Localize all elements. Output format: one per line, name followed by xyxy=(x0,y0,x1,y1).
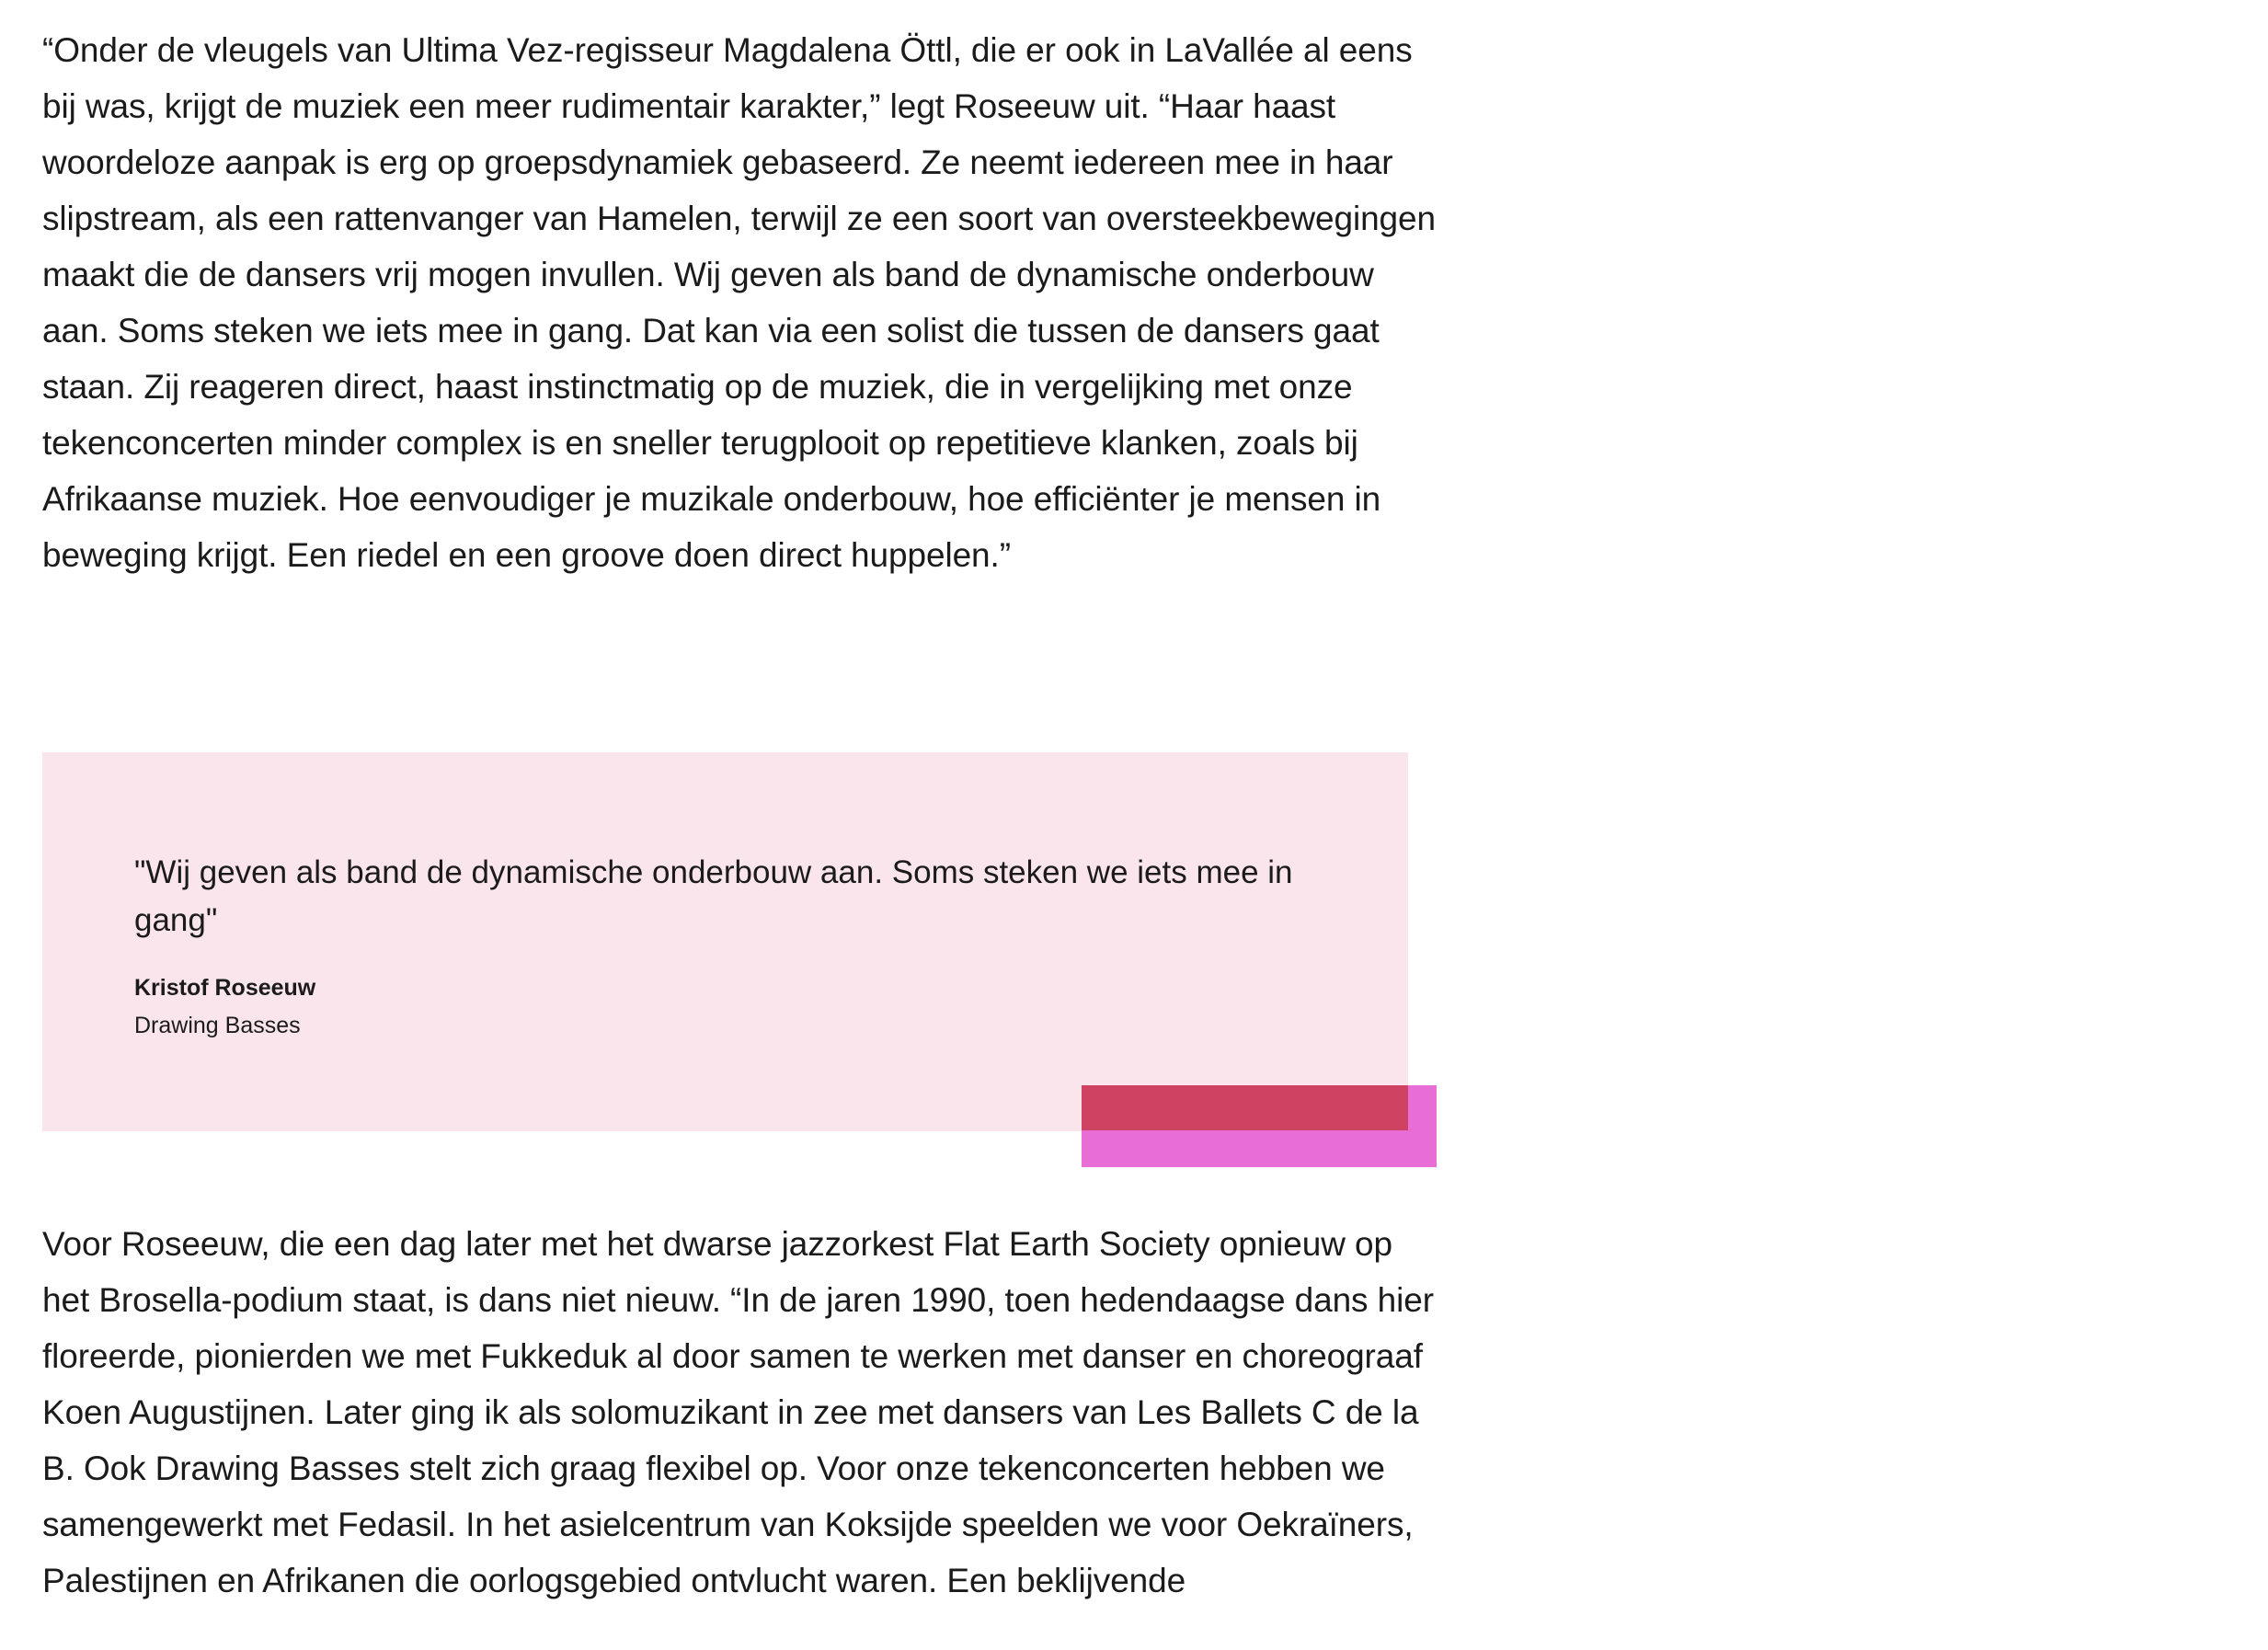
pullquote-role: Drawing Basses xyxy=(134,1013,301,1038)
pullquote-block xyxy=(42,752,1408,1131)
pullquote-text: "Wij geven als band de dynamische onderbouw aan. Soms steken we iets mee in gang" xyxy=(134,854,1293,938)
decoration-red-bar xyxy=(1082,1085,1408,1130)
pullquote-author: Kristof Roseeuw xyxy=(134,975,316,1001)
article-body-top xyxy=(42,22,1440,583)
article-body-bottom xyxy=(42,1216,1440,1609)
pullquote-decoration xyxy=(1082,1085,1437,1167)
pullquote-content xyxy=(134,849,1302,1041)
article-paragraph-2: Voor Roseeuw, die een dag later met het dwarse jazzorkest Flat Earth Society opnieuw op het Brosella-podium staat, is dans niet nieuw. “In de jaren 1990, toen hedendaagse dans hier floreerde, pionierden we met Fukkeduk al door samen te werken met danser en choreograaf Koen Augustijnen. Later ging ik als solomuzikant in zee met dansers van Les Ballets C de la B. Ook Drawing Basses stelt zich graag flexibel op. Voor onze tekenconcerten hebben we samengewerkt met Fedasil. In het asielcentrum van Koksijde speelden we voor Oekraïners, Palestijnen en Afrikanen die oorlogsgebied ontvlucht waren. Een beklijvende xyxy=(42,1225,1434,1599)
article-paragraph-1: “Onder de vleugels van Ultima Vez-regisseur Magdalena Öttl, die er ook in LaVallée al eens bij was, krijgt de muziek een meer rudimentair karakter,” legt Roseeuw uit. “Haar haast woordeloze aanpak is erg op groepsdynamiek gebaseerd. Ze neemt iedereen mee in haar slipstream, als een rattenvanger van Hamelen, terwijl ze een soort van oversteekbewegingen maakt die de dansers vrij mogen invullen. Wij geven als band de dynamische onderbouw aan. Soms steken we iets mee in gang. Dat kan via een solist die tussen de dansers gaat staan. Zij reageren direct, haast instinctmatig op de muziek, die in vergelijking met onze tekenconcerten minder complex is en sneller terugplooit op repetitieve klanken, zoals bij Afrikaanse muziek. Hoe eenvoudiger je muzikale onderbouw, hoe efficiënter je mensen in beweging krijgt. Een riedel en een groove doen direct huppelen.” xyxy=(42,31,1436,574)
